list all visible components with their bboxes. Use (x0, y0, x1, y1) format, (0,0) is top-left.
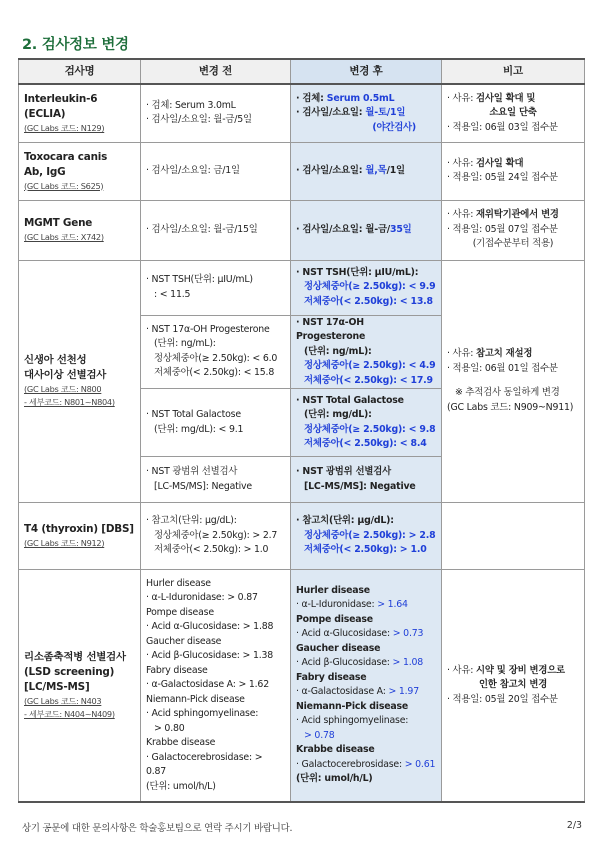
test-name-cell (19, 260, 141, 503)
test-name: MGMT Gene (24, 217, 93, 229)
before-line: 정상체중아(≥ 2.50kg): > 2.7 (154, 529, 278, 541)
after-cell (291, 315, 442, 389)
before-line: [LC-MS/MS]: Negative (154, 480, 252, 492)
table-header-row (19, 59, 585, 84)
note-cell (442, 200, 585, 260)
note-line: · 사유: 검사일 확대 및 (447, 92, 536, 104)
before-line: 저체중아(< 2.50kg): < 15.8 (154, 367, 275, 379)
enzyme-line: · Acid sphingomyelinase: (296, 715, 409, 727)
note-line: · 적용일: 06월 01일 접수분 (447, 362, 558, 374)
header-after: 변경 후 (291, 59, 442, 84)
before-line: : < 11.5 (154, 288, 191, 300)
after-cell (291, 503, 442, 570)
before-line: · α-Galactosidase A: > 1.62 (146, 679, 269, 690)
after-line: · 검사일/소요일: 월-토/1일 (296, 107, 406, 118)
after-cell (291, 84, 442, 142)
test-name: Interleukin-6 (ECLIA) (24, 92, 98, 120)
note-line: (기접수분부터 적용) (472, 238, 554, 250)
before-line: · NST Total Galactose (146, 409, 241, 420)
after-line: · 검체: Serum 0.5mL (296, 92, 395, 104)
test-name: 리소좀축적병 선별검사 (24, 650, 126, 663)
before-line: · 참고치(단위: μg/dL): (146, 515, 237, 527)
before-cell (141, 389, 291, 457)
after-line: (단위: ng/mL): (304, 345, 372, 357)
test-name-cell (19, 84, 141, 142)
before-line: 저체중아(< 2.50kg): > 1.0 (154, 544, 269, 556)
after-line: 저체중아(< 2.50kg): < 17.9 (304, 374, 433, 386)
before-line: > 0.80 (154, 722, 185, 734)
table-row-nst-tsh (19, 260, 585, 315)
before-line: Pompe disease (146, 606, 214, 618)
before-cell (141, 457, 291, 503)
table-row-mgmt (19, 200, 585, 260)
before-line: · 검체: Serum 3.0mL (146, 99, 236, 111)
disease-name: Fabry disease (296, 671, 367, 683)
after-cell (291, 457, 442, 503)
test-name: 대사이상 선별검사 (24, 369, 107, 382)
test-code: (GC Labs 코드: N912) (24, 538, 105, 548)
disease-name: Hurler disease (296, 584, 370, 596)
before-line: Hurler disease (146, 577, 211, 589)
test-name: [LC/MS-MS] (24, 680, 90, 693)
enzyme-line: · α-Galactosidase A: > 1.97 (296, 686, 419, 698)
disease-name: Pompe disease (296, 613, 373, 625)
test-code: (GC Labs 코드: N129) (24, 122, 105, 133)
before-line: · NST TSH(단위: μIU/mL) (146, 274, 253, 285)
after-line: 저체중아(< 2.50kg): < 8.4 (304, 438, 427, 449)
before-cell (141, 315, 291, 389)
before-cell (141, 84, 291, 142)
header-note: 비고 (442, 59, 585, 84)
before-line: Fabry disease (146, 664, 208, 676)
after-line: 저체중아(< 2.50kg): < 13.8 (304, 295, 433, 307)
header-before: 변경 전 (141, 59, 291, 84)
before-line: 정상체중아(≥ 2.50kg): < 6.0 (154, 352, 278, 364)
after-line: 정상체중아(≥ 2.50kg): < 4.9 (304, 360, 436, 371)
test-code: (GC Labs 코드: X742) (24, 232, 104, 242)
note-line: 인한 참고치 변경 (478, 679, 548, 690)
test-code: - 세부코드: N801~N804) (24, 397, 115, 408)
enzyme-line: · Galactocerebrosidase: > 0.61 (296, 758, 436, 770)
before-cell: · 검사일/소요일: 월-금/15일 (141, 200, 291, 260)
enzyme-line: · Acid α-Glucosidase: > 0.73 (296, 628, 424, 640)
before-line: · NST 광범위 선별검사 (146, 466, 238, 477)
after-cell: · 검사일/소요일: 월-금/35일 (291, 200, 442, 260)
table-row-toxocara (19, 142, 585, 200)
test-name-cell (19, 570, 141, 802)
before-line: (단위: ng/mL): (154, 338, 216, 350)
test-code: - 세부코드: N404~N409) (24, 708, 115, 719)
note-line: · 적용일: 05월 07일 접수분 (447, 223, 558, 235)
before-line: Krabbe disease (146, 737, 216, 748)
note-cell (442, 142, 585, 200)
before-line: · Acid sphingomyelinase: (146, 708, 259, 719)
test-name: 신생아 선천성 (24, 354, 87, 367)
table-row-t4 (19, 503, 585, 570)
note-cell (442, 84, 585, 142)
before-line: Niemann-Pick disease (146, 693, 245, 705)
enzyme-value: > 0.78 (304, 729, 335, 741)
after-line: · NST TSH(단위: μIU/mL): (296, 266, 419, 278)
note-cell (442, 260, 585, 503)
after-line: · 참고치(단위: μg/dL): (296, 515, 394, 527)
before-line: · Acid β-Glucosidase: > 1.38 (146, 650, 274, 661)
note-line: · 적용일: 05월 24일 접수분 (447, 172, 558, 183)
enzyme-line: · α-L-Iduronidase: > 1.64 (296, 599, 408, 611)
after-cell (291, 260, 442, 315)
before-line: · Galactocerebrosidase: > 0.87 (146, 751, 263, 777)
after-line: 저체중아(< 2.50kg): > 1.0 (304, 544, 427, 556)
before-line: (단위: umol/h/L) (146, 780, 216, 792)
note-line: (GC Labs 코드: N909~N911) (447, 401, 574, 413)
note-line: · 사유: 검사일 확대 (447, 157, 524, 169)
note-line: · 적용일: 05월 20일 접수분 (447, 693, 558, 705)
enzyme-line: · Acid β-Glucosidase: > 1.08 (296, 657, 424, 669)
test-code: (GC Labs 코드: S625) (24, 180, 104, 191)
after-line: · NST Total Galactose (296, 394, 404, 406)
after-line: (단위: mg/dL): (304, 409, 372, 420)
note-cell (442, 503, 585, 570)
note-line: · 사유: 시약 및 장비 변경으로 (447, 664, 565, 676)
after-cell: · 검사일/소요일: 월,목/1일 (291, 142, 442, 200)
section-title: 2. 검사정보 변경 (22, 37, 129, 53)
after-cell (291, 570, 442, 802)
after-line: (야간검사) (372, 121, 416, 133)
before-line: · Acid α-Glucosidase: > 1.88 (146, 621, 274, 632)
before-line: · 검사일/소요일: 월-금/5일 (146, 114, 252, 126)
note-line: · 사유: 재위탁기관에서 변경 (447, 209, 559, 221)
test-code: (GC Labs 코드: N800 (24, 384, 102, 395)
before-line: · α-L-Iduronidase: > 0.87 (146, 592, 258, 603)
disease-name: Gaucher disease (296, 642, 381, 654)
before-line: · NST 17α-OH Progesterone (146, 323, 270, 335)
test-code: (GC Labs 코드: N403 (24, 695, 102, 706)
before-cell (141, 260, 291, 315)
before-cell (141, 503, 291, 570)
table-row-lsd (19, 570, 585, 802)
before-line: (단위: mg/dL): < 9.1 (154, 423, 244, 435)
after-line: 정상체중아(≥ 2.50kg): < 9.8 (304, 423, 436, 435)
test-name: T4 (thyroxin) [DBS] (24, 523, 134, 535)
note-line: · 적용일: 06월 03일 접수분 (447, 121, 558, 133)
test-name-cell (19, 142, 141, 200)
test-name: Toxocara canis (24, 150, 108, 163)
table-row-il6 (19, 84, 585, 142)
unit-line: (단위: umol/h/L) (296, 773, 373, 785)
after-line: · NST 17α-OH Progesterone (296, 316, 366, 342)
test-name: Ab, IgG (24, 165, 66, 178)
test-name: (LSD screening) (24, 665, 115, 678)
after-line: [LC-MS/MS]: Negative (304, 480, 416, 492)
note-line: ※ 추적검사 동일하게 변경 (455, 387, 560, 399)
page-number: 2/3 (566, 820, 582, 831)
header-name: 검사명 (19, 59, 141, 84)
before-cell (141, 570, 291, 802)
note-line: · 사유: 참고치 재설정 (447, 348, 533, 360)
before-line: Gaucher disease (146, 635, 222, 647)
after-cell (291, 389, 442, 457)
after-line: 정상체중아(≥ 2.50kg): > 2.8 (304, 529, 436, 541)
before-cell: · 검사일/소요일: 금/1일 (141, 142, 291, 200)
disease-name: Krabbe disease (296, 744, 375, 756)
test-name-cell (19, 503, 141, 570)
disease-name: Niemann-Pick disease (296, 700, 409, 712)
footer-text: 상기 공문에 대한 문의사항은 학술홍보팀으로 연락 주시기 바랍니다. (22, 823, 293, 834)
note-line: 소요일 단축 (489, 107, 537, 118)
note-cell (442, 570, 585, 802)
change-table (18, 58, 585, 803)
after-line: · NST 광범위 선별검사 (296, 466, 391, 477)
test-name-cell (19, 200, 141, 260)
after-line: 정상체중아(≥ 2.50kg): < 9.9 (304, 281, 436, 293)
